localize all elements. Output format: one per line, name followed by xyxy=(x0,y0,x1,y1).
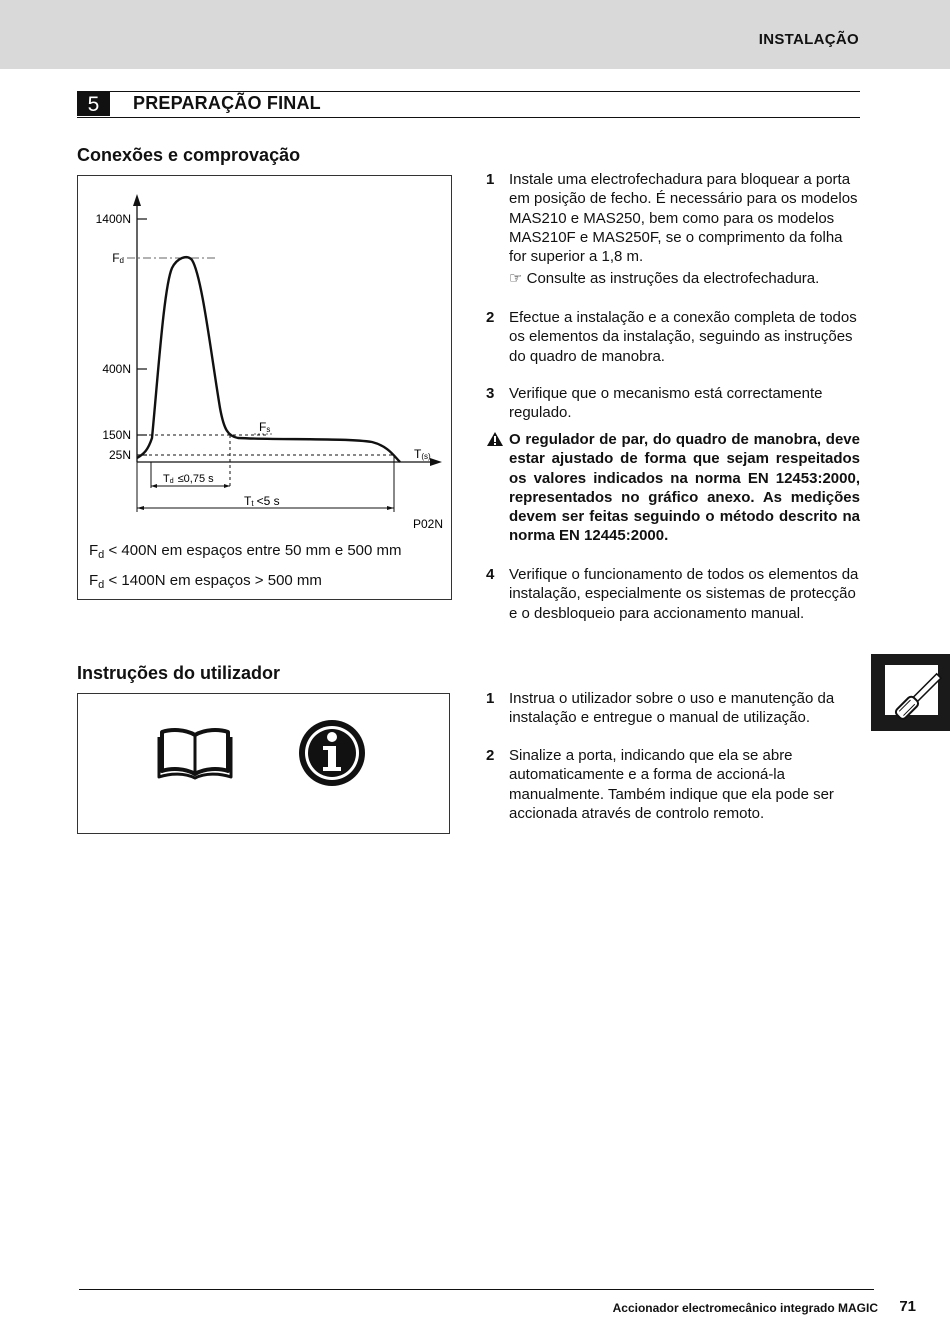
force-chart xyxy=(78,176,451,599)
user-steps xyxy=(486,689,860,829)
chart-ref-code: P02N xyxy=(413,517,444,531)
section-label: INSTALAÇÃO xyxy=(758,31,859,48)
step-number: 3 xyxy=(486,385,495,402)
page-number: 71 xyxy=(899,1298,916,1315)
formula-fd-1400: $F_d < 1400N$ em espaços > 500 mm xyxy=(89,572,322,591)
x-axis-arrow xyxy=(430,458,442,466)
step-number: 2 xyxy=(486,747,495,764)
user-icons-box xyxy=(77,693,450,834)
warning-icon xyxy=(486,431,504,447)
step-text: Instale uma electrofechadura para bloquear a porta em posição de fecho. É necessário para os modelos MAS210 e MAS250, bem como para os modelos MAS210F e MAS250F, se o comprimento da folha for superior a 1,8 m. xyxy=(509,171,858,266)
label-fd: Fd xyxy=(112,251,124,265)
section-title: PREPARAÇÃO FINAL xyxy=(133,93,321,113)
label-t-axis: T(s) xyxy=(414,447,431,461)
step-text: Efectue a instalação e a conexão completa de todos os elementos da instalação, seguindo as instruções do quadro de manobra. xyxy=(509,309,857,365)
step-number: 4 xyxy=(486,566,495,583)
section-title-bar xyxy=(77,91,860,118)
connections-heading: Conexões e comprovação xyxy=(77,145,301,165)
warning-text: O regulador de par, do quadro de manobra, deve estar ajustado de forma que sejam respeitados os valores indicados na norma EN 12453:2000, representados no gráfico anexo. As medições devem ser feitas seguindo o método descrito na norma EN 12445:2000. xyxy=(509,431,860,545)
step-text: Instrua o utilizador sobre o uso e manutenção da instalação e entregue o manual de utilização. xyxy=(509,690,835,727)
screwdriver-icon xyxy=(871,654,950,731)
formula-fd-400: $F_d < 400N$ em espaços entre 50 mm e 500 mm xyxy=(89,542,402,561)
section-number: 5 xyxy=(77,92,110,116)
user-step-1 xyxy=(486,689,860,728)
label-400N: 400N xyxy=(102,362,131,376)
label-tt: Tt <5 s xyxy=(244,494,280,508)
warning-note xyxy=(486,430,860,546)
step-2 xyxy=(486,308,860,366)
footer-rule xyxy=(79,1289,874,1290)
tt-arrow-left xyxy=(137,506,144,510)
info-icon xyxy=(297,718,367,788)
user-step-2 xyxy=(486,746,860,823)
step-number: 1 xyxy=(486,690,495,707)
label-25N: 25N xyxy=(108,448,131,462)
label-150N: 150N xyxy=(102,428,131,442)
label-td: Td ≤0,75 s xyxy=(163,473,214,485)
step-3 xyxy=(486,384,860,423)
y-axis-arrow xyxy=(133,194,141,206)
footer-product: Accionador electromecânico integrado MAGIC xyxy=(612,1301,878,1315)
step-text: Verifique o funcionamento de todos os elementos da instalação, especialmente os sistemas de protecção e o desbloqueio para accionamento manual. xyxy=(509,566,859,622)
pointing-hand-icon: ☞ xyxy=(509,270,523,288)
book-icon xyxy=(157,725,233,781)
td-arrow-right xyxy=(224,484,230,488)
label-fs: Fs xyxy=(259,420,271,434)
label-1400N: 1400N xyxy=(95,212,131,226)
step-number: 2 xyxy=(486,309,495,326)
step-text: Sinalize a porta, indicando que ela se abre automaticamente e a forma de accioná-la manualmente. Também indique que ela pode ser accionada através de controlo remoto. xyxy=(509,747,834,822)
header-band xyxy=(0,0,950,69)
chapter-tab xyxy=(871,654,950,731)
td-arrow-left xyxy=(151,484,157,488)
step-text: Verifique que o mecanismo está correctamente regulado. xyxy=(509,385,823,422)
step-4 xyxy=(486,565,860,623)
connections-steps xyxy=(486,170,860,650)
user-instructions-heading: Instruções do utilizador xyxy=(77,663,281,683)
step-note: ☞ Consulte as instruções da electrofechadura. xyxy=(509,270,820,288)
step-number: 1 xyxy=(486,171,495,188)
tt-arrow-right xyxy=(387,506,394,510)
force-chart-box xyxy=(77,175,452,600)
step-1 xyxy=(486,170,860,289)
